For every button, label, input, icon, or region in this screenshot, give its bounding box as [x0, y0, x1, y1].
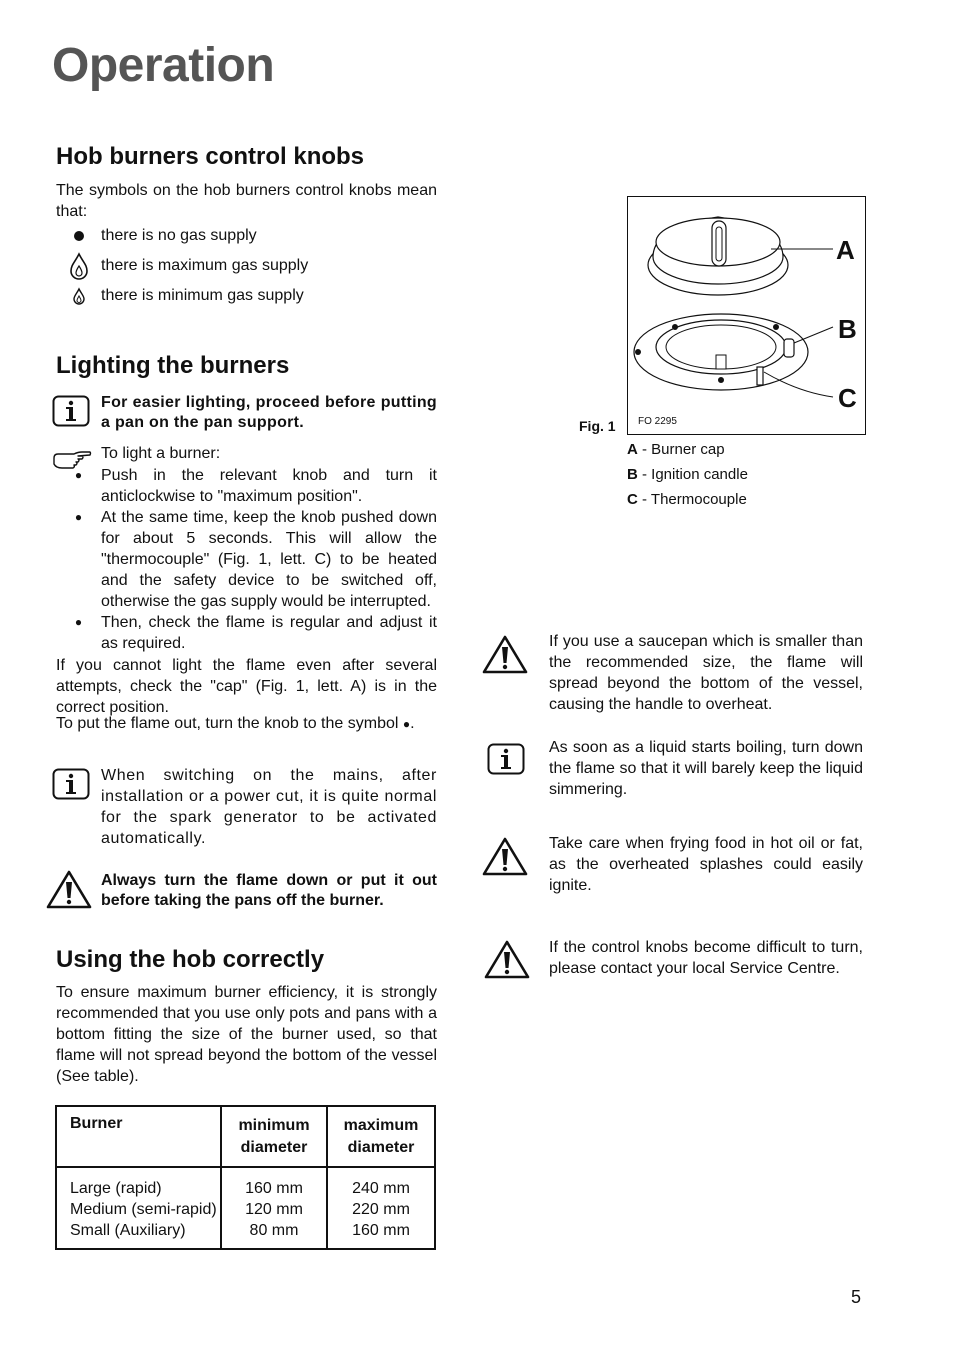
page-title: Operation	[52, 39, 275, 92]
list-item: C - Thermocouple	[627, 491, 747, 508]
table-row: Large (rapid) Medium (semi-rapid) Small (Auxiliary) 160 mm 120 mm 80 mm 240 mm 220 mm 160 mm	[56, 1167, 435, 1249]
info-icon	[52, 395, 90, 432]
note-frying: Take care when frying food in hot oil or fat, as the overheated splashes could easily ignite.	[549, 835, 863, 894]
filled-dot-icon	[56, 230, 101, 242]
info-icon	[52, 768, 90, 805]
steps-intro: To light a burner:	[101, 445, 221, 462]
figure-letter-a: A	[836, 235, 855, 265]
warning-icon	[482, 836, 528, 881]
note-small-saucepan: If you use a saucepan which is smaller than the recommended size, the flame will spread beyond the bottom of the vessel, causing the handle to overheat.	[549, 633, 863, 713]
figure-label: Fig. 1	[579, 418, 616, 434]
lighting-heading: Lighting the burners	[56, 352, 290, 379]
flame-off-paragraph: To put the flame out, turn the knob to the symbol ●.	[56, 715, 415, 732]
lighting-steps	[56, 465, 437, 654]
cap-paragraph: If you cannot light the flame even after several attempts, check the "cap" (Fig. 1, lett. A) is in the correct position.	[56, 657, 437, 716]
knobs-intro: The symbols on the hob burners control knobs mean that:	[56, 182, 437, 220]
warning-flame-off: Always turn the flame down or put it out before taking the pans off the burner.	[101, 872, 437, 909]
small-flame-icon	[56, 287, 101, 305]
list-item: there is maximum gas supply	[56, 251, 437, 281]
figure-letter-c: C	[838, 383, 857, 413]
burner-figure	[627, 196, 866, 435]
note-simmering: As soon as a liquid starts boiling, turn down the flame so that it will barely keep the liquid simmering.	[549, 739, 863, 798]
table-row: Burner minimum diameter maximum diameter	[56, 1106, 435, 1167]
list-item: there is no gas supply	[56, 221, 437, 251]
list-item: A - Burner cap	[627, 441, 725, 458]
burner-size-table	[55, 1105, 436, 1250]
list-item: ● Then, check the flame is regular and adjust it as required.	[74, 614, 437, 652]
list-item: ● Push in the relevant knob and turn it anticlockwise to "maximum position".	[74, 467, 437, 505]
knobs-heading: Hob burners control knobs	[56, 143, 365, 170]
info-icon	[487, 743, 525, 780]
list-item: B - Ignition candle	[627, 466, 748, 483]
warning-icon	[484, 939, 530, 984]
mains-note: When switching on the mains, after installation or a power cut, it is quite normal for the spark generator to be activated automatically.	[101, 767, 437, 847]
note-service-centre: If the control knobs become difficult to turn, please contact your local Service Centre.	[549, 939, 863, 977]
info-note-lighting: For easier lighting, proceed before putting a pan on the pan support.	[101, 394, 437, 431]
usage-text: To ensure maximum burner efficiency, it is strongly recommended that you use only pots and pans with a bottom fitting the size of the burner used, so that flame will not spread beyond the bottom of the vessel (See table).	[56, 984, 437, 1085]
warning-icon	[46, 869, 92, 914]
figure-legend	[627, 437, 748, 512]
figure-code: FO 2295	[638, 416, 677, 427]
figure-letter-b: B	[838, 314, 857, 344]
list-item: ● At the same time, keep the knob pushed down for about 5 seconds. This will allow the "thermocouple" (Fig. 1, lett. C) to be heated and the safety device to be switched off, otherwise the gas supply would be interrupted.	[74, 509, 437, 610]
page-number: 5	[851, 1287, 862, 1307]
knob-symbol-list	[56, 221, 437, 311]
large-flame-icon	[56, 252, 101, 280]
usage-heading: Using the hob correctly	[56, 946, 325, 973]
warning-icon	[482, 634, 528, 679]
burner-diagram	[628, 197, 865, 434]
list-item: there is minimum gas supply	[56, 281, 437, 311]
